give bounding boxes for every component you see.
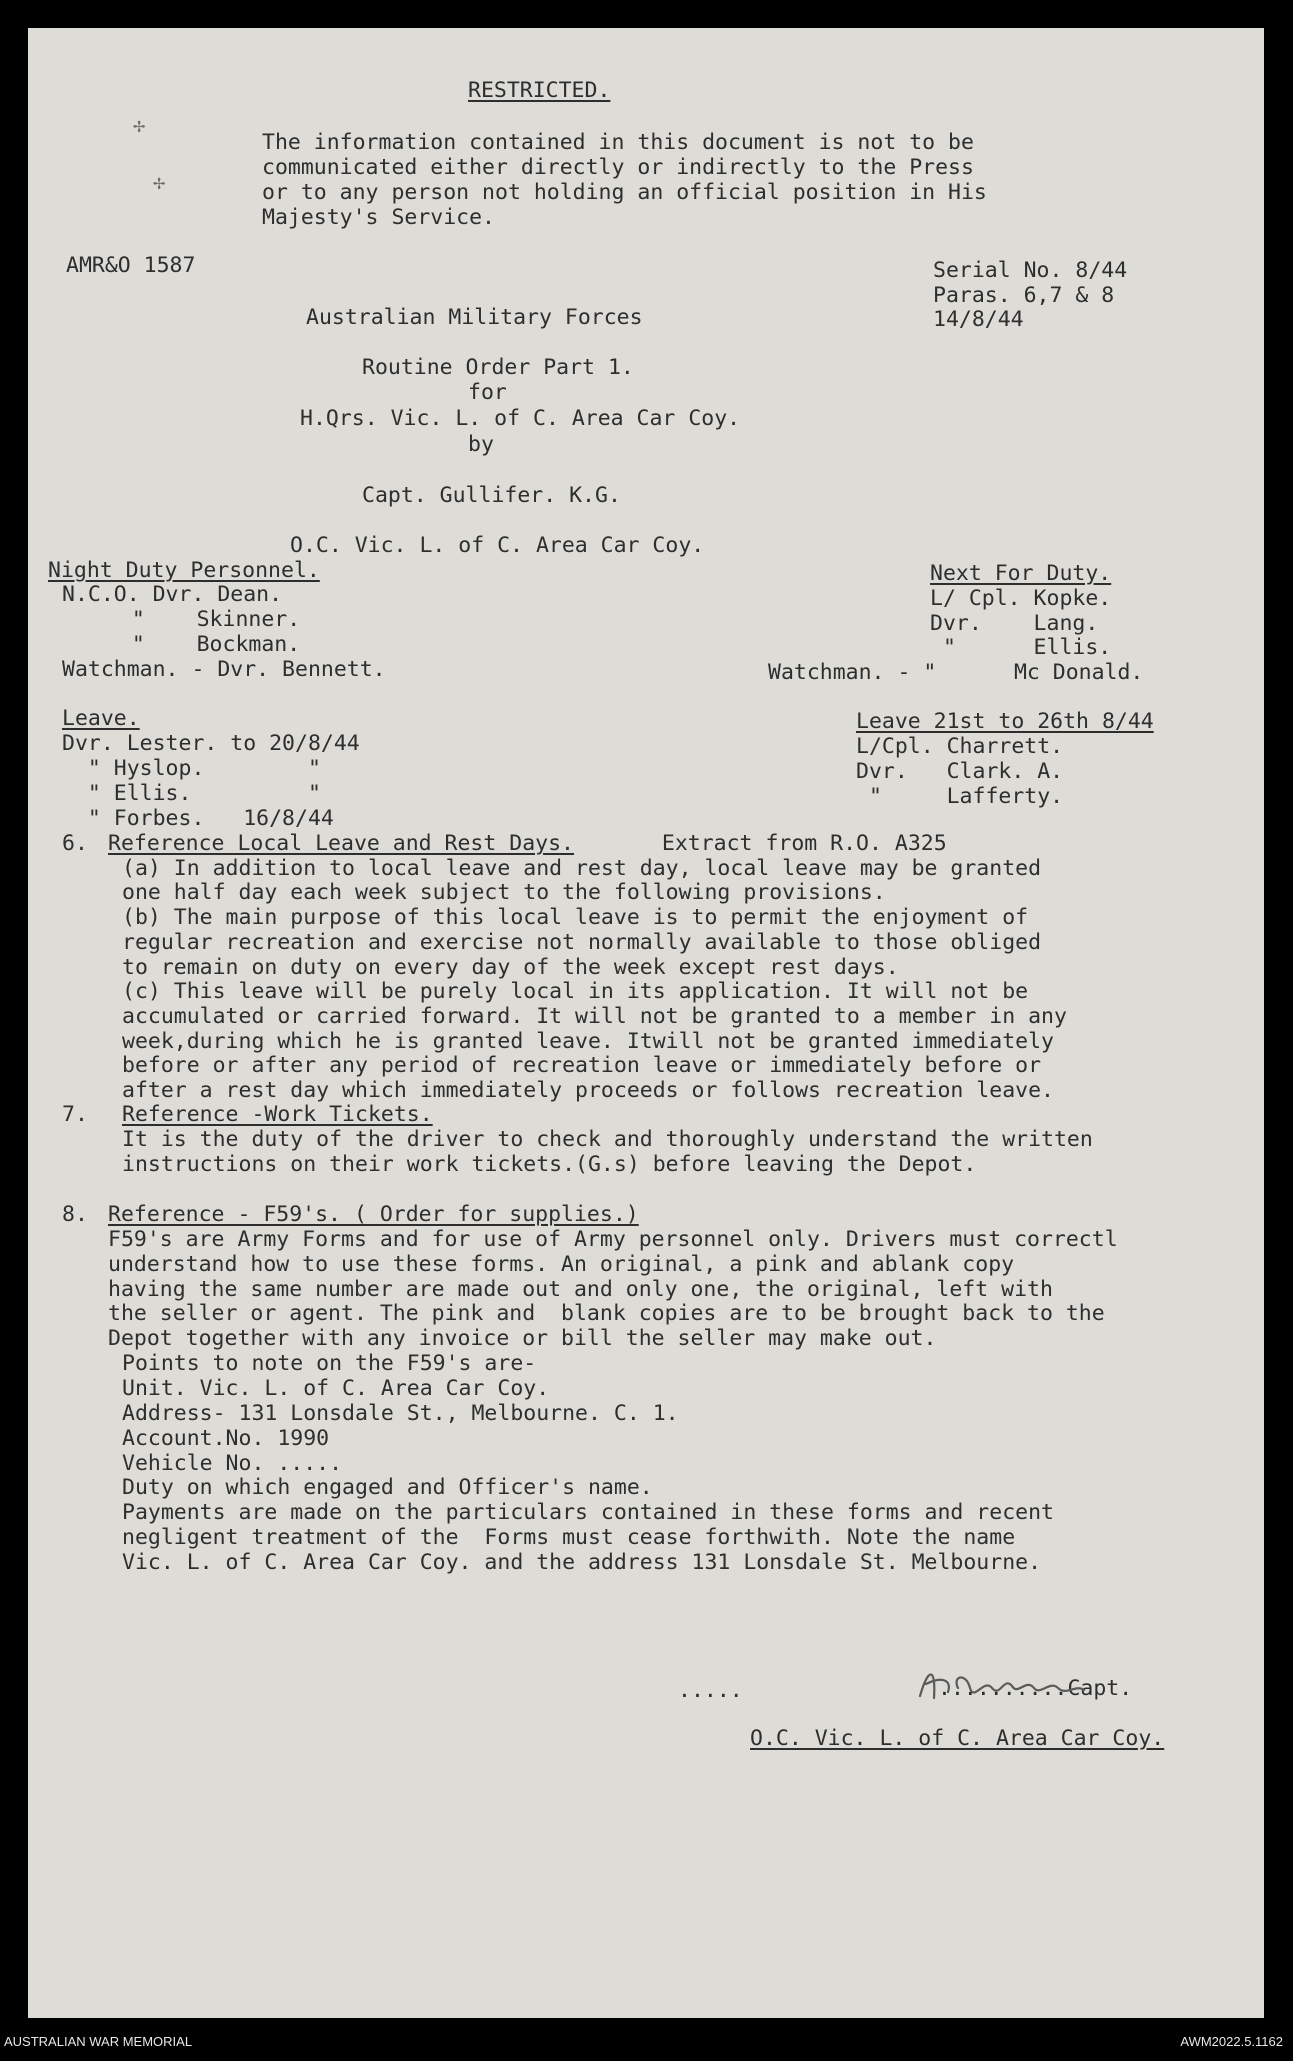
archive-accession-number: AWM2022.5.1162 [1180, 2034, 1283, 2049]
later-leave-row: " Lafferty. [856, 784, 1064, 809]
pin-hole-mark: ✢ [153, 170, 166, 194]
para8-line: Depot together with any invoice or bill the seller may make out. [108, 1326, 937, 1351]
para8-point: Points to note on the F59's are- [122, 1351, 537, 1376]
para6-line: after a rest day which immediately proceeds or follows recreation leave. [122, 1078, 1054, 1103]
issuing-officer: Capt. Gullifer. K.G. [362, 483, 621, 508]
order-title: Routine Order Part 1. [362, 355, 634, 380]
document-reference: AMR&O 1587 [66, 253, 196, 278]
handwritten-signature [908, 1658, 1108, 1708]
para8-point: Unit. Vic. L. of C. Area Car Coy. [122, 1376, 550, 1401]
para7-heading: Reference -Work Tickets. [122, 1102, 433, 1127]
security-notice-line: or to any person not holding an official position in His [262, 180, 987, 205]
leave-row: " Ellis. " [62, 781, 321, 806]
leave-heading: Leave. [62, 706, 140, 731]
order-for: for [468, 380, 507, 405]
para8-line: having the same number are made out and only one, the original, left with [108, 1277, 1053, 1302]
officer-commanding: O.C. Vic. L. of C. Area Car Coy. [290, 533, 705, 558]
para8-point: Address- 131 Lonsdale St., Melbourne. C. 1. [122, 1401, 679, 1426]
para6-line: week,during which he is granted leave. Itwill not be granted immediately [122, 1029, 1054, 1054]
leave-row: " Forbes. 16/8/44 [62, 806, 334, 831]
signature-dots: ..... [678, 1678, 743, 1703]
para8-point: Payments are made on the particulars contained in these forms and recent [122, 1500, 1054, 1525]
security-notice-line: The information contained in this document is not to be [262, 130, 974, 155]
signature-line: ..........Capt. [938, 1676, 1133, 1701]
next-duty-row: Watchman. - " Mc Donald. [768, 660, 1144, 685]
later-leave-row: L/Cpl. Charrett. [856, 734, 1064, 759]
night-duty-row: " Skinner. [106, 607, 301, 632]
next-duty-row: Dvr. Lang. [930, 611, 1099, 636]
para8-point: Vic. L. of C. Area Car Coy. and the address 131 Lonsdale St. Melbourne. [122, 1550, 1042, 1575]
para6-line: one half day each week subject to the following provisions. [122, 880, 886, 905]
para8-line: F59's are Army Forms and for use of Army personnel only. Drivers must correctl [108, 1227, 1118, 1252]
para8-line: understand how to use these forms. An original, a pink and ablank copy [108, 1252, 1015, 1277]
archive-credit: AUSTRALIAN WAR MEMORIAL [4, 2034, 193, 2049]
later-leave-heading: Leave 21st to 26th 8/44 [856, 709, 1154, 734]
order-date: 14/8/44 [933, 307, 1024, 332]
night-duty-row: N.C.O. Dvr. Dean. [62, 582, 283, 607]
next-duty-heading: Next For Duty. [930, 561, 1112, 586]
paragraph-number: 6. [62, 831, 88, 856]
para8-line: the seller or agent. The pink and blank copies are to be brought back to the [108, 1301, 1105, 1326]
para6-heading: Reference Local Leave and Rest Days. [108, 831, 574, 856]
signatory-designation: O.C. Vic. L. of C. Area Car Coy. [750, 1726, 1165, 1751]
para6-line: (c) This leave will be purely local in its application. It will not be [122, 979, 1029, 1004]
security-notice-line: Majesty's Service. [262, 205, 495, 230]
para8-point: Duty on which engaged and Officer's name. [122, 1475, 653, 1500]
order-by: by [468, 432, 494, 457]
document-page [28, 28, 1264, 2018]
para7-line: It is the duty of the driver to check and thoroughly understand the written [122, 1127, 1093, 1152]
para7-line: instructions on their work tickets.(G.s) before leaving the Depot. [122, 1152, 977, 1177]
para6-line: regular recreation and exercise not normally available to those obliged [122, 930, 1042, 955]
para8-point: Vehicle No. ..... [122, 1451, 343, 1476]
para6-line: before or after any period of recreation leave or immediately before or [122, 1053, 1042, 1078]
para8-point: Account.No. 1990 [122, 1426, 330, 1451]
force-title: Australian Military Forces [306, 305, 643, 330]
paragraph-number: 8. [62, 1202, 88, 1227]
unit-name: H.Qrs. Vic. L. of C. Area Car Coy. [300, 406, 741, 431]
leave-row: Dvr. Lester. to 20/8/44 [62, 731, 360, 756]
later-leave-row: Dvr. Clark. A. [856, 759, 1064, 784]
pin-hole-mark: ✢ [133, 113, 146, 137]
night-duty-heading: Night Duty Personnel. [48, 558, 320, 583]
para8-point: negligent treatment of the Forms must cease forthwith. Note the name [122, 1525, 1016, 1550]
para6-line: (b) The main purpose of this local leave is to permit the enjoyment of [122, 905, 1029, 930]
para6-line: to remain on duty on every day of the week except rest days. [122, 955, 899, 980]
security-notice-line: communicated either directly or indirectly to the Press [262, 155, 974, 180]
leave-row: " Hyslop. " [62, 756, 321, 781]
next-duty-row: " Ellis. [930, 635, 1112, 660]
paragraph-numbers: Paras. 6,7 & 8 [933, 283, 1115, 308]
classification-heading: RESTRICTED. [468, 78, 611, 103]
next-duty-row: L/ Cpl. Kopke. [930, 586, 1112, 611]
night-duty-row: " Bockman. [106, 632, 301, 657]
night-duty-row: Watchman. - Dvr. Bennett. [62, 657, 386, 682]
paragraph-number: 7. [62, 1102, 88, 1127]
serial-number: Serial No. 8/44 [933, 258, 1128, 283]
para8-heading: Reference - F59's. ( Order for supplies.) [108, 1202, 639, 1227]
para6-line: accumulated or carried forward. It will not be granted to a member in any [122, 1004, 1067, 1029]
para6-line: (a) In addition to local leave and rest day, local leave may be granted [122, 856, 1042, 881]
para6-heading-suffix: Extract from R.O. A325 [636, 831, 947, 856]
